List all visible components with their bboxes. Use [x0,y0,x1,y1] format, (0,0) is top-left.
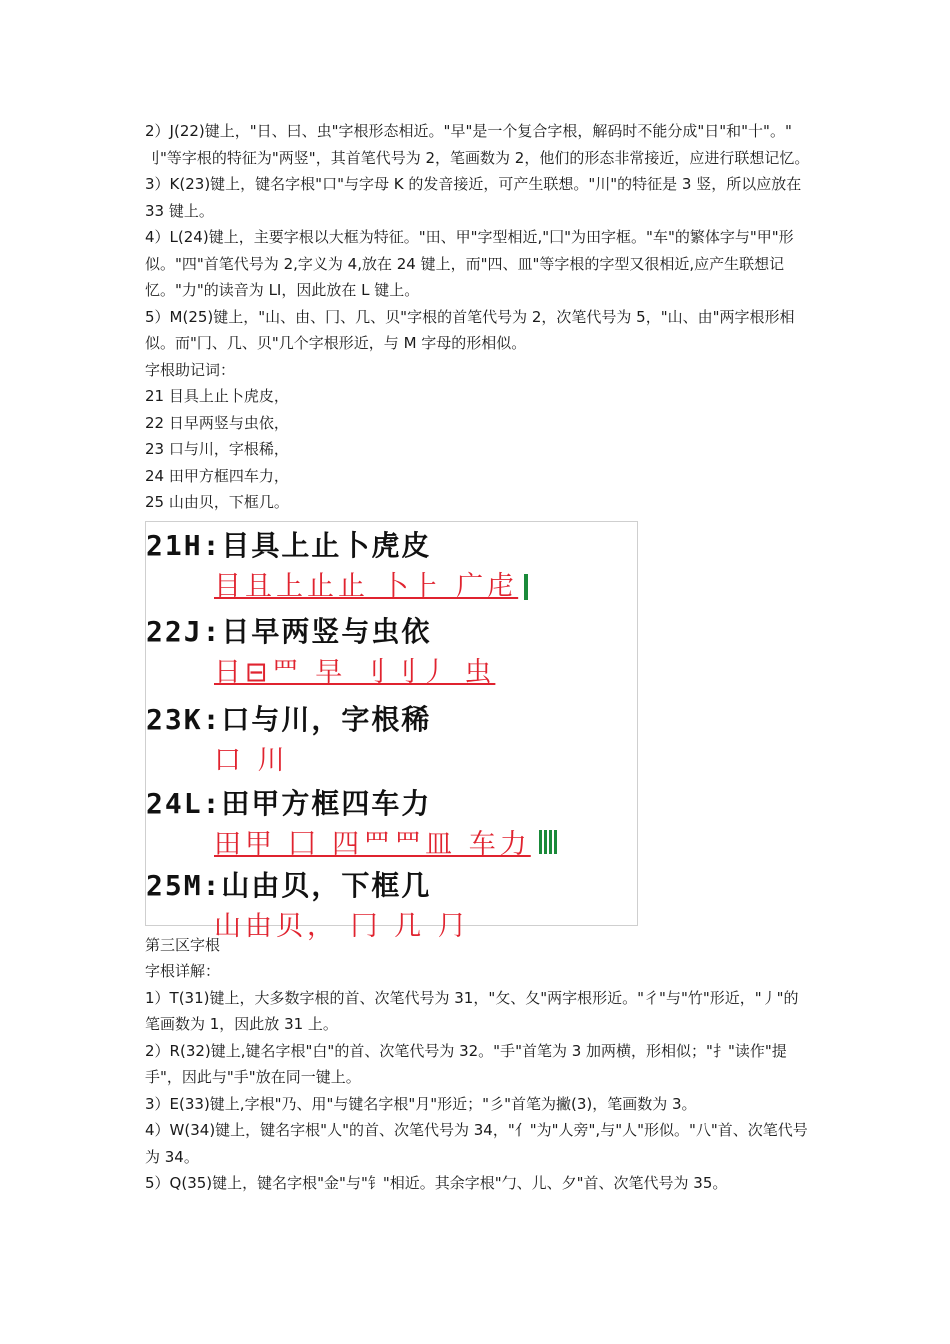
paragraph-q35: 5）Q(35)键上，键名字根"金"与"钅"相近。其余字根"勹、儿、夕"首、次笔代号为 35。 [145,1174,728,1192]
figure-row-radicals-text: 田甲 囗 四罒罒皿 车力 [214,828,531,860]
figure-row-radicals-text: 日⊟罒 早 刂刂丿 虫 [214,656,496,688]
figure-row-radicals [214,564,637,603]
figure-row-head: 22J:日早两竖与虫依 [146,614,432,648]
figure-row-head: 25M:山由贝，下框几 [146,868,432,902]
mnemonic-25: 25 山由贝，下框几。 [145,493,289,511]
green-stroke-icon [524,574,528,600]
mnemonic-21: 21 目具上止卜虎皮， [145,387,289,405]
paragraph-t31: 1）T(31)键上，大多数字根的首、次笔代号为 31，"攵、夂"两字根形近。"彳"与"竹"形近，"丿"的笔画数为 1，因此放 31 上。 [145,988,799,1033]
mnemonic-22: 22 日早两竖与虫依， [145,413,289,432]
mnemonic-23: 23 口与川，字根稀， [145,440,289,458]
figure-row-radicals-text: 目且上止止 卜⺊ 广虍 [214,570,519,602]
figure-row-radicals [214,904,637,943]
figure-row-radicals [214,822,637,861]
four-strokes-icon [539,830,559,861]
figure-row-head: 24L:田甲方框四车力 [146,786,432,820]
detail-heading: 字根详解： [145,962,221,980]
figure-row-25m [146,864,637,943]
figure-row-radicals-text: 山由贝， 冂 几 ⺆ [214,910,469,942]
figure-row-radicals [214,650,637,689]
paragraph-l24: 4）L(24)键上，主要字根以大框为特征。"田、甲"字型相近,"囗"为田字框。"车"的繁体字与"甲"形似。"四"首笔代号为 2,字义为 4,放在 24 键上，而"四、皿"等字根的字型又很相近,应产生联想记忆。"力"的读音为 LI，因此放在 L 键上。 [145,228,794,299]
paragraph-w34: 4）W(34)键上，键名字根"人"的首、次笔代号为 34，"亻"为"人旁",与"人"形似。"八"首、次笔代号为 34。 [145,1121,808,1166]
section-heading: 第三区字根 [145,935,221,954]
paragraph-j22: 2）J(22)键上，"日、曰、虫"字根形态相近。"早"是一个复合字根，解码时不能分成"日"和"十"。" 刂"等字根的特征为"两竖"，其首笔代号为 2，笔画数为 2，他们的形态非常接近，应进行联想记忆。 [145,122,810,167]
figure-row-21h [146,524,637,603]
paragraph-k23: 3）K(23)键上，键名字根"口"与字母 K 的发音接近，可产生联想。"川"的特征是 3 竖，所以应放在 33 键上。 [145,175,802,220]
paragraph-r32: 2）R(32)键上,键名字根"白"的首、次笔代号为 32。"手"首笔为 3 加两横，形相似；"扌"读作"提手"，因此与"手"放在同一键上。 [145,1041,787,1086]
figure-row-22j [146,610,637,689]
mnemonic-24: 24 田甲方框四车力， [145,466,289,485]
paragraph-e33: 3）E(33)键上,字根"乃、用"与键名字根"月"形近；"彡"首笔为撇(3)，笔画数为 3。 [145,1094,697,1113]
figure-row-23k [146,698,637,777]
figure-row-24l [146,782,637,861]
document-page [145,118,810,1197]
paragraph-m25: 5）M(25)键上，"山、由、冂、几、贝"字根的首笔代号为 2，次笔代号为 5，"山、由"两字根形相似。而"冂、几、贝"几个字根形近，与 M 字母的形相似。 [145,307,795,352]
mnemonic-heading: 字根助记词： [145,360,236,379]
figure-row-radicals-text: 口 川 [214,744,289,776]
figure-row-head: 23K:口与川，字根稀 [146,702,432,736]
figure-row-head: 21H:目具上止卜虎皮 [146,528,432,562]
figure-row-radicals [214,738,637,777]
radical-figure [145,521,638,942]
